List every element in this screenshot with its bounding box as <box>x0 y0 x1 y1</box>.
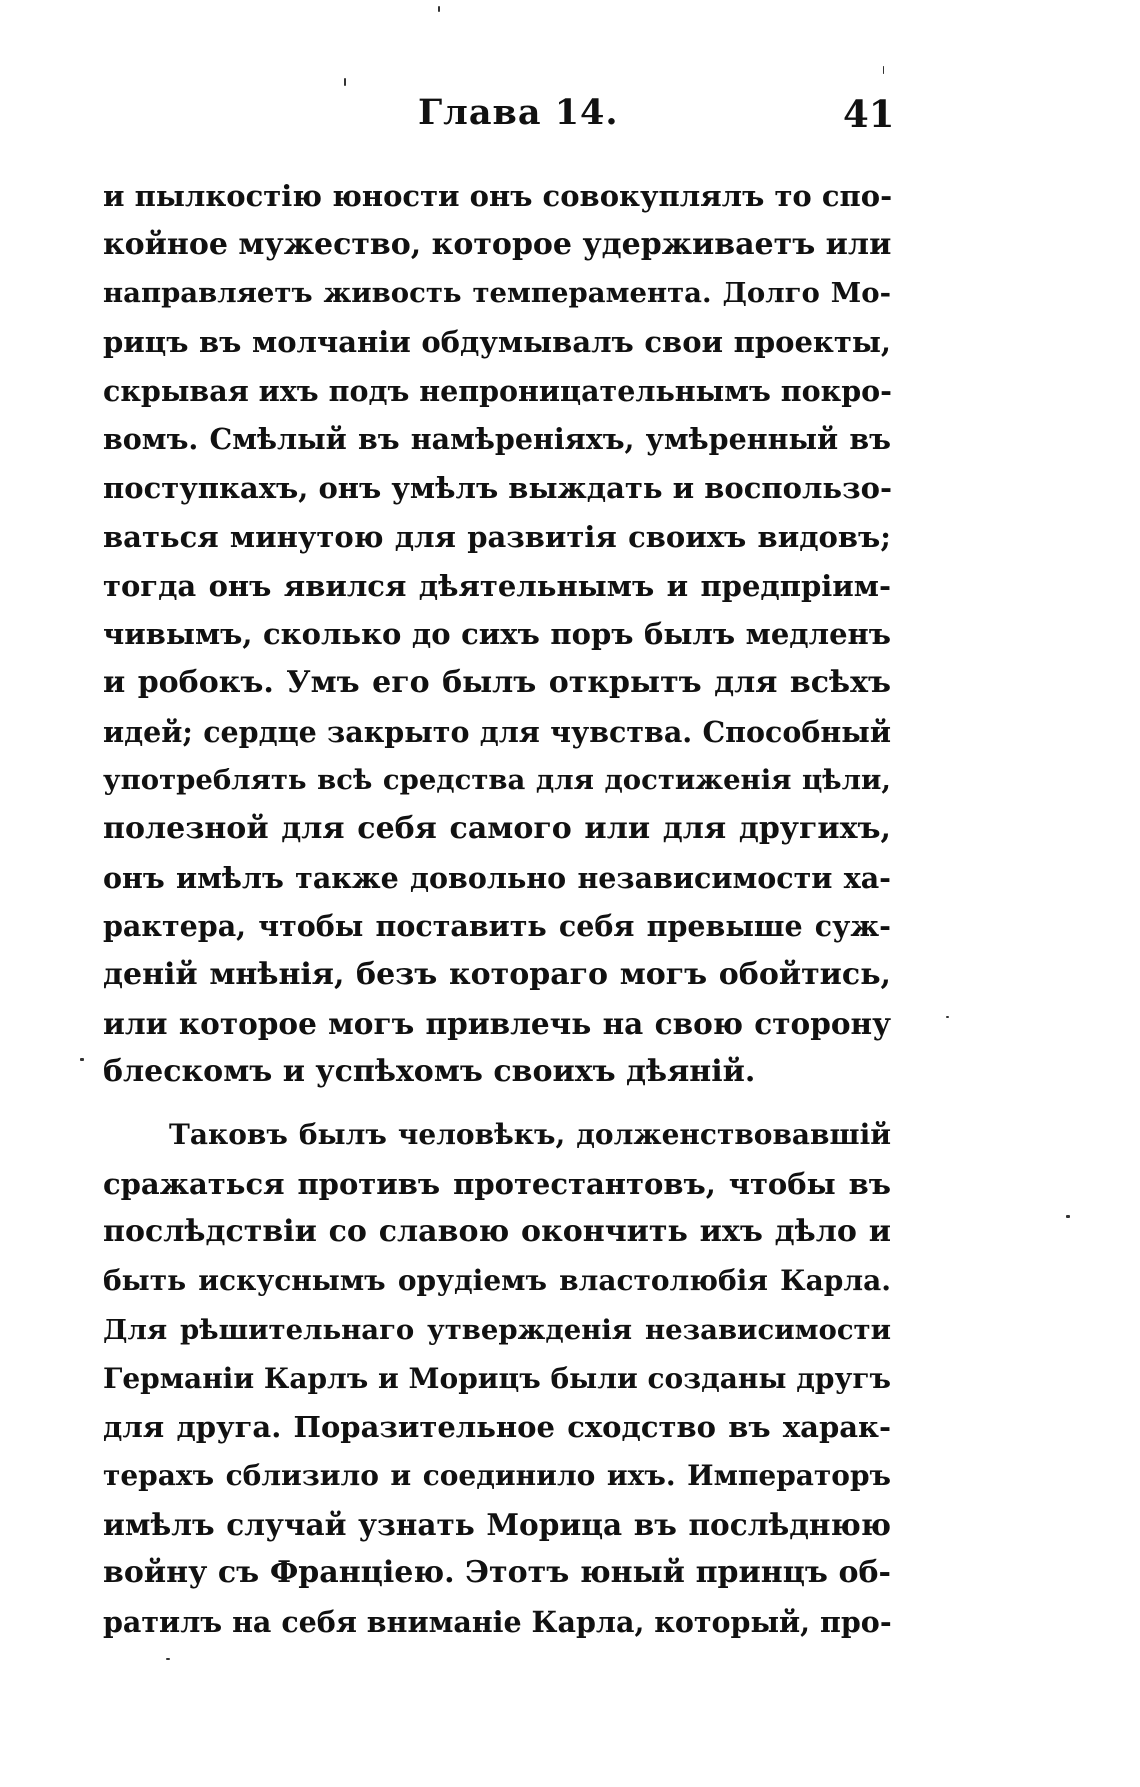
scan-speck <box>883 66 884 74</box>
scan-speck <box>344 78 346 86</box>
text-line: Для рѣшительнаго утвержденія независимости <box>103 1313 891 1346</box>
paragraph-2 <box>103 1111 891 1647</box>
text-line: и робокъ. Умъ его былъ открытъ для всѣхъ <box>103 664 891 700</box>
scan-speck <box>80 1058 84 1061</box>
text-line: поступкахъ, онъ умѣлъ выждать и воспользо- <box>103 471 893 506</box>
scan-speck <box>166 1658 170 1660</box>
text-line: рицъ въ молчаніи обдумывалъ свои проекты, <box>103 325 891 360</box>
text-line: тогда онъ явился дѣятельнымъ и предпріим- <box>103 568 891 603</box>
scan-speck <box>438 6 440 12</box>
text-line: направляетъ живость темперамента. Долго Мо- <box>103 277 891 310</box>
text-line: употреблять всѣ средства для достиженія цѣли, <box>103 764 891 797</box>
text-line: рактера, чтобы поставить себя превыше суж- <box>103 909 891 944</box>
text-line: Германіи Карлъ и Морицъ были созданы другъ <box>103 1361 891 1395</box>
text-line: ратилъ на себя вниманіе Карла, который, про- <box>103 1604 892 1639</box>
paragraph-gap <box>103 1097 891 1111</box>
body-text <box>103 172 891 1647</box>
text-line: Таковъ былъ человѣкъ, долженствовавшій <box>169 1118 891 1152</box>
running-head <box>0 92 1140 142</box>
text-line: и пылкостію юности онъ совокуплялъ то спо- <box>103 179 893 213</box>
text-line: блескомъ и успѣхомъ своихъ дѣяній. <box>103 1054 756 1090</box>
text-line: имѣлъ случай узнать Морица въ послѣднюю <box>103 1506 891 1542</box>
scan-speck <box>1066 1215 1070 1218</box>
paragraph-1 <box>103 172 891 1097</box>
text-line: вомъ. Смѣлый въ намѣреніяхъ, умѣренный въ <box>103 422 891 457</box>
text-line: терахъ сблизило и соединило ихъ. Императоръ <box>103 1458 891 1492</box>
text-line: деній мнѣнія, безъ котораго могъ обойтись, <box>103 957 891 992</box>
text-line: чивымъ, сколько до сихъ поръ былъ медленъ <box>103 617 891 652</box>
text-line: полезной для себя самого или для другихъ, <box>103 810 891 846</box>
chapter-title: Глава 14. <box>418 92 619 133</box>
text-line: скрывая ихъ подъ непроницательнымъ покро- <box>103 373 892 408</box>
text-line: идей; сердце закрыто для чувства. Способный <box>103 714 891 749</box>
text-line: послѣдствіи со славою окончить ихъ дѣло и <box>103 1214 891 1250</box>
text-line: сражаться противъ протестантовъ, чтобы въ <box>103 1166 891 1201</box>
scan-speck <box>946 1016 949 1018</box>
text-line: койное мужество, которое удерживаетъ или <box>103 226 892 262</box>
text-line: войну съ Франціею. Этотъ юный принцъ об- <box>103 1555 891 1591</box>
text-line: быть искуснымъ орудіемъ властолюбія Карла. <box>103 1264 891 1298</box>
text-line: или которое могъ привлечь на свою сторону <box>103 1005 891 1041</box>
text-line: для друга. Поразительное сходство въ харак- <box>103 1410 891 1445</box>
text-line: ваться минутою для развитія своихъ видовъ; <box>103 519 891 554</box>
page-number: 41 <box>843 92 895 136</box>
text-line: онъ имѣлъ также довольно независимости ха- <box>103 860 891 895</box>
